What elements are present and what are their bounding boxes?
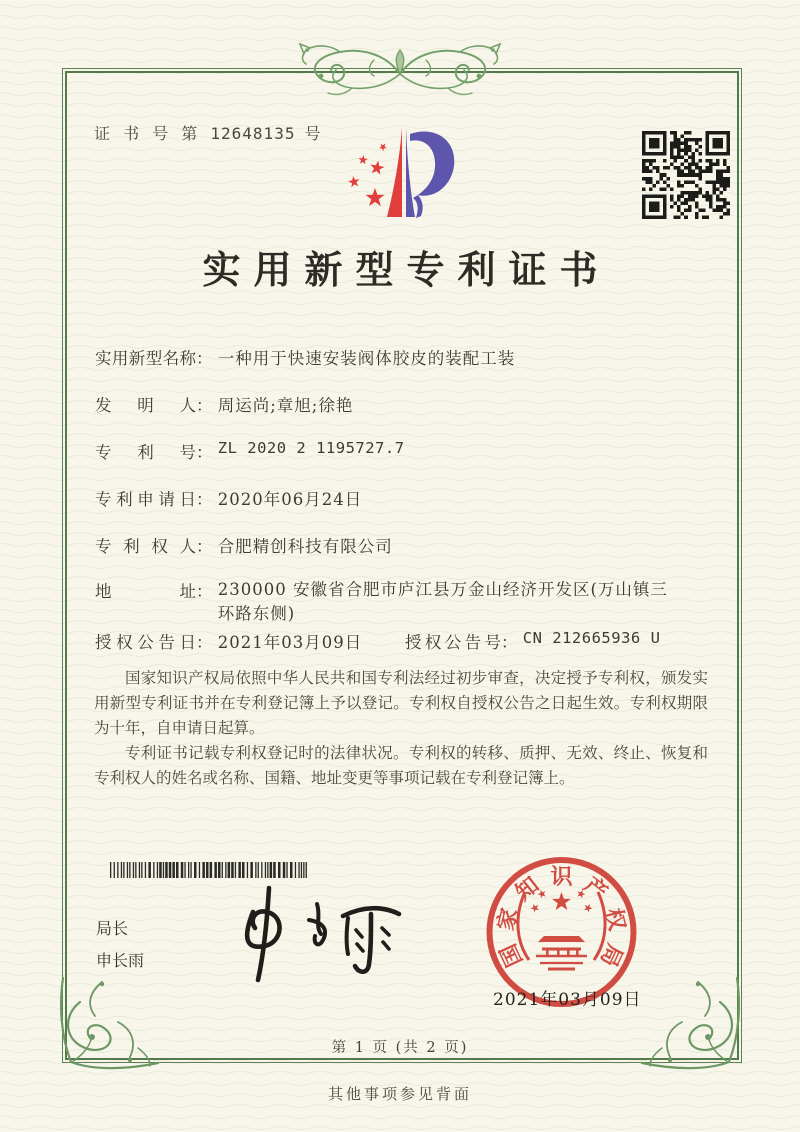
bottom-right-flourish-ornament [638,976,750,1076]
field-value: 合肥精创科技有限公司 [217,537,393,556]
field-grant-no [405,629,660,653]
cert-no-prefix: 证 书 号 [94,124,173,143]
field-label: 地址 [95,582,196,601]
commissioner-signature [225,882,410,987]
legal-text-block [94,666,708,791]
legal-paragraph-2: 专利证书记载专利权登记时的法律状况。专利权的转移、质押、无效、终止、恢复和专利权人的姓名或名称、国籍、地址变更等事项记载在专利登记簿上。 [94,744,708,787]
field-row-patentee [95,533,393,557]
field-value: 一种用于快速安装阀体胶皮的装配工装 [217,349,516,368]
svg-text:家: 家 [492,905,524,934]
svg-text:国: 国 [495,939,529,971]
colon: ： [196,396,213,415]
cert-no-word2: 号 [304,124,325,143]
cnipa-logo [330,110,480,235]
field-label: 专利申请日 [95,490,196,509]
top-flourish-ornament [288,40,512,98]
field-label: 授权公告日 [95,633,196,652]
field-value: 2021年03月09日 [217,633,363,652]
field-value: CN 212665936 U [522,629,661,647]
commissioner-title: 局长 [96,919,129,938]
colon: ： [196,490,213,509]
field-row-filing-date [95,486,362,510]
cert-no-digits: 12648135 [210,124,296,143]
field-label: 授权公告号 [405,633,501,652]
colon: ： [501,633,518,652]
colon: ： [196,443,213,462]
colon: ： [196,349,213,368]
field-value: 230000 安徽省合肥市庐江县万金山经济开发区(万山镇三环路东侧) [217,580,668,623]
field-value: 2020年06月24日 [217,490,363,509]
colon: ： [196,582,213,601]
field-value: 周运尚;章旭;徐艳 [217,396,354,415]
colon: ： [196,633,213,652]
field-value: ZL 2020 2 1195727.7 [217,439,405,457]
certificate-title: 实用新型专利证书 [202,247,611,292]
seal-issue-date: 2021年03月09日 [493,990,642,1010]
field-label: 专利号 [95,443,196,462]
colon: ： [196,537,213,556]
logo-stars [348,144,387,207]
field-label: 专利权人 [95,537,196,556]
logo-spike-red [387,127,402,217]
cert-no-word1: 第 [181,124,202,143]
svg-text:产: 产 [578,871,613,906]
field-row-inventor [95,392,353,416]
back-side-note: 其他事项参见背面 [327,1085,472,1103]
field-row-patent-no [95,439,405,463]
field-row-address [95,578,680,626]
svg-text:识: 识 [550,864,573,890]
field-label: 发明人 [95,396,196,415]
svg-text:局: 局 [594,939,628,971]
qr-code [642,131,730,219]
barcode [110,862,308,878]
svg-text:知: 知 [510,871,545,906]
bottom-left-flourish-ornament [50,976,162,1076]
page-number: 第 1 页 (共 2 页) [331,1040,469,1056]
logo-p-bowl [410,132,454,196]
svg-text:权: 权 [599,905,631,934]
field-row-grant [95,629,661,653]
commissioner-name: 申长雨 [96,951,145,970]
legal-paragraph-1: 国家知识产权局依照中华人民共和国专利法经过初步审查，决定授予专利权，颁发实用新型专利证书并在专利登记簿上予以登记。专利权自授权公告之日起生效。专利权期限为十年，自申请日起算。 [94,669,708,737]
certificate-number [94,121,325,144]
field-label: 实用新型名称 [95,349,196,368]
field-row-name [95,345,515,369]
